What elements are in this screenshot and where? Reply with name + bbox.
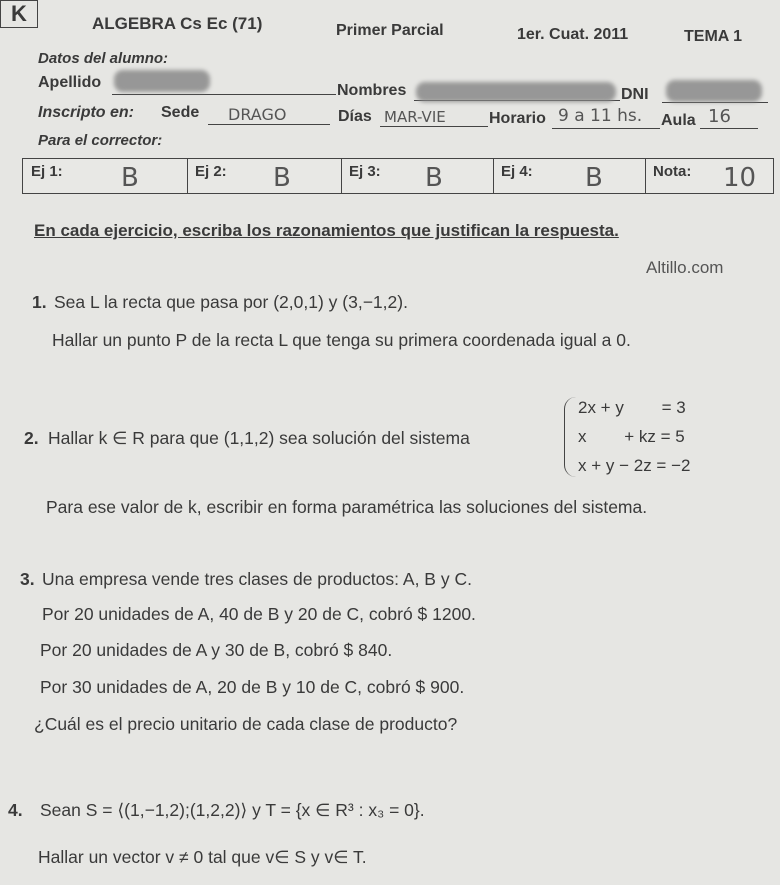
grade-label-ej1: Ej 1: <box>31 163 63 180</box>
dias-value: MAR-VIE <box>384 108 446 126</box>
aula-field <box>700 128 758 129</box>
ex4-statement: Sean S = ⟨(1,−1,2);(1,2,2)⟩ y T = {x ∈ R³ : x₃ = 0}. <box>40 800 425 820</box>
grade-label-ej4: Ej 4: <box>501 163 533 180</box>
ex3-line-2: Por 20 unidades de A, 40 de B y 20 de C, cobró $ 1200. <box>42 604 476 624</box>
grade-cell-ej2 <box>187 159 342 193</box>
ex3-line-4: Por 30 unidades de A, 20 de B y 10 de C, cobró $ 900. <box>40 677 465 697</box>
grade-value-nota: 10 <box>723 163 757 193</box>
ex1-number: 1. <box>32 292 47 312</box>
grade-label-ej2: Ej 2: <box>195 163 227 180</box>
grade-cell-ej4 <box>493 159 646 193</box>
grade-label-nota: Nota: <box>653 163 692 180</box>
ex4-number: 4. <box>8 800 23 820</box>
ex1-statement: Sea L la recta que pasa por (2,0,1) y (3,−1,2). <box>54 292 408 312</box>
ex3-number: 3. <box>20 569 35 589</box>
ex3-line-3: Por 20 unidades de A y 30 de B, cobró $ 840. <box>40 640 393 660</box>
student-section-title: Datos del alumno: <box>38 50 169 67</box>
dni-field <box>662 102 768 103</box>
exam-title: Primer Parcial <box>336 22 444 39</box>
dias-field <box>380 126 488 127</box>
dni-redacted <box>666 80 762 102</box>
grade-value-ej2: B <box>273 163 291 193</box>
aula-value: 16 <box>708 106 731 127</box>
apellido-redacted <box>114 70 210 92</box>
nombres-redacted <box>416 82 616 102</box>
ex2-equation-2: x + kz = 5 <box>578 427 685 446</box>
course-title: ALGEBRA Cs Ec (71) <box>92 14 263 33</box>
dni-label: DNI <box>621 86 649 103</box>
ex2-equation-1: 2x + y = 3 <box>578 398 686 417</box>
corrector-title: Para el corrector: <box>38 132 163 149</box>
ex2-task: Para ese valor de k, escribir en forma paramétrica las soluciones del sistema. <box>46 497 648 517</box>
grade-cell-ej3 <box>341 159 494 193</box>
exam-term: 1er. Cuat. 2011 <box>517 26 629 43</box>
grade-value-ej1: B <box>121 163 139 193</box>
exam-tema: TEMA 1 <box>684 28 743 45</box>
inscripto-label: Inscripto en: <box>38 104 135 121</box>
sede-label: Sede <box>161 104 200 121</box>
sede-field <box>208 124 330 125</box>
nombres-label: Nombres <box>337 82 407 99</box>
watermark: Altillo.com <box>646 258 724 277</box>
sede-value: DRAGO <box>228 105 287 124</box>
horario-field <box>552 128 660 129</box>
ex2-statement: Hallar k ∈ R para que (1,1,2) sea solución del sistema <box>48 428 470 448</box>
grade-cell-ej1 <box>23 159 188 193</box>
ex3-statement: Una empresa vende tres clases de productos: A, B y C. <box>42 569 472 589</box>
dias-label: Días <box>338 108 372 125</box>
grade-label-ej3: Ej 3: <box>349 163 381 180</box>
ex1-task: Hallar un punto P de la recta L que tenga su primera coordenada igual a 0. <box>52 330 631 350</box>
ex2-number: 2. <box>24 428 39 448</box>
grades-table <box>22 158 774 194</box>
ex2-equation-3: x + y − 2z = −2 <box>578 456 691 475</box>
aula-label: Aula <box>661 112 696 129</box>
tema-letter-box: K <box>0 0 38 28</box>
grade-value-ej3: B <box>425 163 443 193</box>
grade-value-ej4: B <box>585 163 603 193</box>
ex3-question: ¿Cuál es el precio unitario de cada clase de producto? <box>34 714 458 734</box>
system-brace <box>564 397 577 477</box>
horario-label: Horario <box>489 110 546 127</box>
apellido-label: Apellido <box>38 74 102 91</box>
ex4-task: Hallar un vector v ≠ 0 tal que v∈ S y v∈ T. <box>38 847 367 867</box>
grade-cell-nota <box>645 159 771 193</box>
horario-value: 9 a 11 hs. <box>558 106 643 126</box>
apellido-field <box>112 94 336 95</box>
instruction-text: En cada ejercicio, escriba los razonamientos que justifican la respuesta. <box>34 221 619 240</box>
